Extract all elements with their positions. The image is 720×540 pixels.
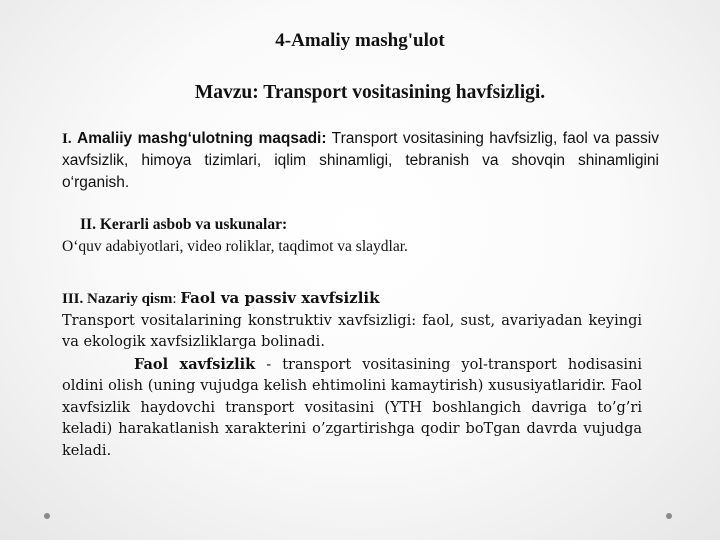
section-theory-term: Faol xavfsizlik — [134, 355, 256, 373]
left-bullet-dot — [44, 513, 50, 519]
section-theory — [62, 288, 642, 462]
section-theory-topic: Faol va passiv xavfsizlik — [180, 289, 380, 307]
section-tools-heading: II. Kerarli asbob va uskunalar: — [80, 216, 288, 233]
slide-title: 4-Amaliy mashg'ulot — [275, 30, 445, 51]
right-bullet-dot — [666, 513, 672, 519]
section-goal — [62, 128, 659, 194]
section-goal-text: Transport vositasining havfsizlig, faol va passiv xavfsizlik, himoya tizimlari, iqlim shinamligi, tebranish va shovqin shinamligini o‘rganish. — [62, 130, 659, 191]
section-theory-label: III. Nazariy qism — [62, 291, 173, 307]
section-goal-number: I. — [62, 131, 72, 147]
section-theory-colon: : — [172, 291, 177, 307]
slide-subtitle: Mavzu: Transport vositasining havfsizligi. — [194, 82, 546, 103]
section-tools-text: O‘quv adabiyotlari, video roliklar, taqdimot va slaydlar. — [62, 238, 408, 255]
section-theory-heading — [62, 288, 642, 311]
section-theory-definition: - transport vositasining yol-transport hodisasini oldini olish (uning vujudga kelish ehtimolini kamaytirish) xususiyatlaridir. Faol xavfsizlik haydovchi transport vositasini (YTH boshlangich davriga to’g’ri keladi) harakatlanish xarakterini o’zgartirishga qodir boTgan davrda vujudga keladi. — [62, 356, 642, 459]
section-goal-label: Amaliiy mashg‘ulotning maqsadi: — [77, 130, 327, 147]
section-theory-paragraph-2 — [62, 354, 642, 463]
section-theory-paragraph-1: Transport vositalarining konstruktiv xavfsizligi: faol, sust, avariyadan keyingi va ekologik xavfsizliklarga bolinadi. — [62, 312, 642, 350]
